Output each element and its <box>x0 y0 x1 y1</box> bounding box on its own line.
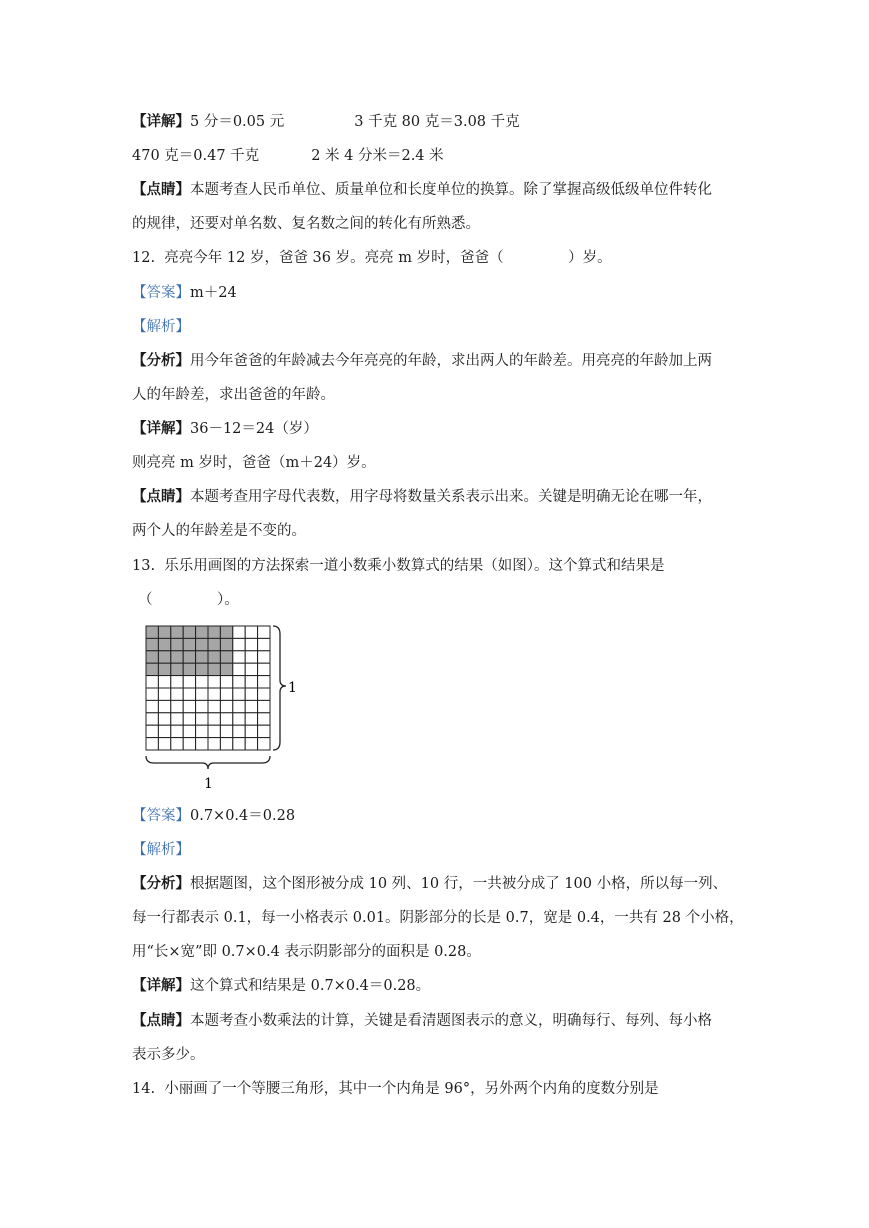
grid-cell <box>158 725 170 737</box>
grid-cell <box>158 676 170 688</box>
grid-cell <box>245 700 257 712</box>
q13-question-line-1: 13. 乐乐用画图的方法探索一道小数乘小数算式的结果（如图）。这个算式和结果是 <box>132 558 665 574</box>
grid-cell <box>233 725 245 737</box>
q13-fenxi-line-3: 用“长×宽”即 0.7×0.4 表示阴影部分的面积是 0.28。 <box>132 944 481 960</box>
q13-detail: 这个算式和结果是 0.7×0.4＝0.28。 <box>190 978 431 994</box>
q12-comment-line-1 <box>132 487 712 507</box>
grid-cell <box>146 700 158 712</box>
grid-cell <box>245 713 257 725</box>
grid-cell-shaded <box>220 651 232 663</box>
q13-fenxi-1: 根据题图，这个图形被分成 10 列、10 行，一共被分成了 100 小格，所以每一列、 <box>190 876 728 892</box>
answer-tag: 【答案】 <box>132 808 190 824</box>
grid-cell <box>183 713 195 725</box>
grid-cell-shaded <box>183 638 195 650</box>
q11-comment-line-1 <box>132 180 712 200</box>
fenxi-tag: 【分析】 <box>132 352 190 369</box>
grid-cell-shaded <box>208 638 220 650</box>
grid-cell <box>245 626 257 638</box>
grid-cell <box>146 688 158 700</box>
q11-comment-1: 本题考查人民币单位、质量单位和长度单位的换算。除了掌握高级低级单位件转化 <box>190 182 712 198</box>
grid-cell-shaded <box>146 626 158 638</box>
grid-cell <box>220 688 232 700</box>
q12-fenxi-line-2: 人的年龄差，求出爸爸的年龄。 <box>132 387 335 403</box>
q11-comment-line-2: 的规律，还要对单名数、复名数之间的转化有所熟悉。 <box>132 216 480 232</box>
grid-cell <box>158 688 170 700</box>
grid-cell <box>196 676 208 688</box>
grid-cell <box>220 738 232 750</box>
grid-cell <box>233 700 245 712</box>
grid-cell <box>171 725 183 737</box>
grid-cell <box>171 738 183 750</box>
answer-tag: 【答案】 <box>132 285 190 301</box>
grid-cell <box>245 638 257 650</box>
grid-cell-shaded <box>171 626 183 638</box>
right-brace <box>273 626 286 750</box>
grid-cell <box>233 651 245 663</box>
grid-cell <box>171 713 183 725</box>
grid-cell-shaded <box>183 626 195 638</box>
grid-cell <box>233 638 245 650</box>
grid-cell-shaded <box>146 651 158 663</box>
grid-cell <box>158 713 170 725</box>
grid-cell <box>146 713 158 725</box>
comment-tag: 【点睛】 <box>132 181 190 198</box>
q13-detail-line <box>132 976 430 996</box>
q12-answer-line <box>132 283 237 303</box>
grid-cell <box>233 676 245 688</box>
q12-detail-1: 36－12＝24（岁） <box>190 421 318 437</box>
grid-cell <box>258 626 270 638</box>
q11-detail-line-1 <box>132 112 520 132</box>
grid-cell-shaded <box>171 663 183 675</box>
grid-cell <box>233 738 245 750</box>
grid-cell-shaded <box>196 638 208 650</box>
grid-cells <box>146 626 270 750</box>
grid-cell-shaded <box>158 638 170 650</box>
q13-comment-line-2: 表示多少。 <box>132 1047 205 1063</box>
grid-cell-shaded <box>208 663 220 675</box>
decimal-grid-figure <box>140 618 310 798</box>
grid-cell <box>146 725 158 737</box>
grid-cell <box>208 725 220 737</box>
grid-cell-shaded <box>196 626 208 638</box>
grid-cell-shaded <box>158 626 170 638</box>
grid-cell-shaded <box>220 663 232 675</box>
grid-cell <box>233 663 245 675</box>
grid-cell-shaded <box>183 651 195 663</box>
grid-cell-shaded <box>171 651 183 663</box>
grid-cell <box>183 738 195 750</box>
grid-cell-shaded <box>158 663 170 675</box>
q12-fenxi-line-1 <box>132 351 712 371</box>
q13-fenxi-line-2: 每一行都表示 0.1，每一小格表示 0.01。阴影部分的长是 0.7，宽是 0.4，一共有 28 个小格， <box>132 910 744 926</box>
detail-tag: 【详解】 <box>132 420 190 437</box>
grid-cell-shaded <box>220 626 232 638</box>
grid-cell <box>245 738 257 750</box>
grid-cell <box>258 651 270 663</box>
grid-cell <box>183 676 195 688</box>
grid-cell-shaded <box>146 663 158 675</box>
bottom-label: 1 <box>204 776 213 792</box>
grid-cell <box>196 700 208 712</box>
grid-cell <box>258 700 270 712</box>
grid-cell <box>183 700 195 712</box>
grid-cell <box>233 626 245 638</box>
comment-tag: 【点睛】 <box>132 488 190 505</box>
q12-comment-1: 本题考查用字母代表数，用字母将数量关系表示出来。关键是明确无论在哪一年， <box>190 489 712 505</box>
grid-cell-shaded <box>158 651 170 663</box>
grid-cell <box>245 663 257 675</box>
fenxi-tag: 【分析】 <box>132 875 190 892</box>
q13-fenxi-line-1 <box>132 874 727 894</box>
grid-cell <box>158 738 170 750</box>
grid-cell <box>196 688 208 700</box>
q13-comment-line-1 <box>132 1011 712 1031</box>
q11-detail-1a: 5 分＝0.05 元 <box>190 114 285 130</box>
detail-tag: 【详解】 <box>132 977 190 994</box>
grid-cell <box>196 738 208 750</box>
grid-cell <box>158 700 170 712</box>
q14-question: 14. 小丽画了一个等腰三角形，其中一个内角是 96°，另外两个内角的度数分别是 <box>132 1081 659 1097</box>
q12-question: 12. 亮亮今年 12 岁，爸爸 36 岁。亮亮 m 岁时，爸爸（ ）岁。 <box>132 250 612 266</box>
grid-cell <box>245 676 257 688</box>
grid-cell-shaded <box>208 651 220 663</box>
grid-cell <box>258 688 270 700</box>
q12-detail-line-2: 则亮亮 m 岁时，爸爸（m＋24）岁。 <box>132 455 376 471</box>
grid-cell <box>258 638 270 650</box>
grid-cell <box>258 713 270 725</box>
grid-cell <box>220 700 232 712</box>
grid-cell <box>245 688 257 700</box>
q11-detail-2a: 470 克＝0.47 千克 <box>132 148 260 164</box>
grid-cell <box>220 676 232 688</box>
grid-cell <box>258 738 270 750</box>
grid-cell-shaded <box>196 663 208 675</box>
grid-cell <box>208 688 220 700</box>
grid-cell <box>208 738 220 750</box>
side-label: 1 <box>288 680 297 696</box>
grid-cell <box>220 725 232 737</box>
q12-detail-line-1 <box>132 419 318 439</box>
grid-cell <box>146 738 158 750</box>
grid-cell <box>258 676 270 688</box>
grid-cell <box>146 676 158 688</box>
grid-cell <box>258 725 270 737</box>
q12-comment-line-2: 两个人的年龄差是不变的。 <box>132 523 306 539</box>
q12-analysis-tag: 【解析】 <box>132 319 190 335</box>
grid-cell-shaded <box>196 651 208 663</box>
grid-cell <box>245 725 257 737</box>
q13-answer: 0.7×0.4＝0.28 <box>190 808 296 824</box>
q11-detail-1b: 3 千克 80 克＝3.08 千克 <box>354 114 520 130</box>
grid-cell <box>233 688 245 700</box>
grid-cell <box>220 713 232 725</box>
q13-question-line-2: （ ）。 <box>138 592 239 608</box>
grid-cell <box>208 713 220 725</box>
grid-cell <box>171 700 183 712</box>
grid-cell <box>171 688 183 700</box>
bottom-brace <box>146 756 270 769</box>
q13-comment-1: 本题考查小数乘法的计算，关键是看清题图表示的意义，明确每行、每列、每小格 <box>190 1013 712 1029</box>
grid-cell-shaded <box>220 638 232 650</box>
q12-fenxi-1: 用今年爸爸的年龄减去今年亮亮的年龄，求出两人的年龄差。用亮亮的年龄加上两 <box>190 353 712 369</box>
grid-cell <box>183 725 195 737</box>
grid-cell-shaded <box>208 626 220 638</box>
grid-cell <box>196 725 208 737</box>
q13-analysis-tag: 【解析】 <box>132 842 190 858</box>
detail-tag: 【详解】 <box>132 113 190 130</box>
grid-cell <box>208 676 220 688</box>
q11-detail-2b: 2 米 4 分米＝2.4 米 <box>311 148 444 164</box>
grid-cell <box>233 713 245 725</box>
grid-cell <box>196 713 208 725</box>
q13-answer-line <box>132 806 295 826</box>
grid-cell-shaded <box>183 663 195 675</box>
grid-cell-shaded <box>171 638 183 650</box>
grid-cell <box>245 651 257 663</box>
grid-cell <box>183 688 195 700</box>
q11-detail-line-2 <box>132 146 444 166</box>
grid-cell <box>171 676 183 688</box>
q12-answer: m＋24 <box>190 285 237 301</box>
comment-tag: 【点睛】 <box>132 1012 190 1029</box>
grid-cell-shaded <box>146 638 158 650</box>
grid-cell <box>258 663 270 675</box>
grid-cell <box>208 700 220 712</box>
